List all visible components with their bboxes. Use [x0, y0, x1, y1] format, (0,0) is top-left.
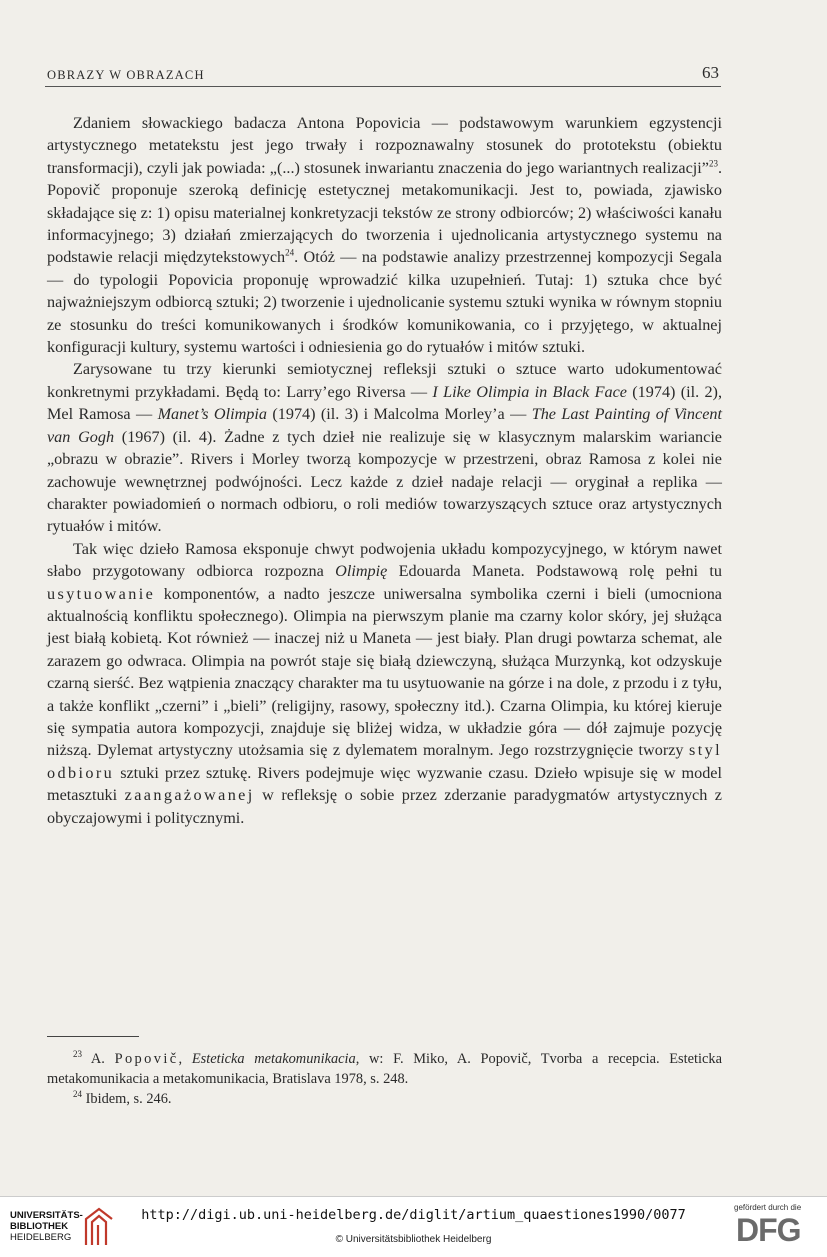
- viewer-footer: [0, 1196, 827, 1257]
- copyright-notice: © Universitätsbibliothek Heidelberg: [335, 1234, 492, 1245]
- footnote-ref: 23: [708, 158, 718, 169]
- source-url-link[interactable]: http://digi.ub.uni-heidelberg.de/diglit/artium_quaestiones1990/0077: [141, 1207, 686, 1223]
- dfg-logo[interactable]: DFG: [736, 1212, 801, 1248]
- text-run: Edouarda Maneta. Podstawową rolę pełni tu: [387, 562, 722, 581]
- paragraph: [47, 358, 722, 537]
- italic-title: The Last Painting of Vincent van Gogh: [47, 405, 722, 446]
- text-run: , w: F. Miko, A. Popovič, Tvorba a recepcia. Esteticka metakomunikacia a metakomunikacia, Bratislava 1978, s. 248.: [47, 1051, 722, 1087]
- italic-title: I Like Olimpia in Black Face: [432, 382, 627, 401]
- text-run: (1967) (il. 4). Żadne z tych dzieł nie realizuje się w klasycznym malarskim wariancie „obrazu w obrazie”. Rivers i Morley tworzą kompozycje w przestrzeni, obraz Ramosa z kolei nie zachowuje wewnętrznej podwójności. Lecz każde z dzieł nadaje relacji — oryginał a replika — charakter powiadomień o normach odbioru, o roli mediów towarzyszących sztuce oraz artystycznych rytuałów i mitów.: [47, 427, 722, 536]
- footnote-ref: 24: [285, 248, 295, 259]
- dfg-note: gefördert durch die: [734, 1203, 802, 1212]
- text-run: A.: [82, 1051, 115, 1067]
- text-run: . Otóż — na podstawie analizy przestrzennej kompozycji Segala — do typologii Popovicia proponuję wprowadzić kilka uzupełnień. Tutaj: 1) sztuka chce być najważniejszym odbiorcą sztuki; 2) tworzenie i ujednolicanie systemu sztuki wynika w równym stopniu ze stosunku do treści komunikowanych i środków komunikowania, co i przyjętego, w aktualnej konfiguracji kultury, systemu wartości i odniesienia go do rytuałów i mitów sztuki.: [47, 248, 722, 357]
- text-run: w refleksję o sobie przez zderzanie paradygmatów artystycznych z obyczajowymi i politycznymi.: [47, 786, 722, 827]
- library-name-line1: UNIVERSITÄTS-: [10, 1210, 83, 1221]
- text-run: Popovič: [114, 1051, 179, 1067]
- paragraph: [47, 112, 722, 358]
- italic-title: Esteticka metakomunikacia: [191, 1051, 356, 1067]
- text-run: sztuki przez sztukę. Rivers podejmuje więc wyzwanie czasu. Dzieło wpisuje się w model metasztuki: [47, 763, 722, 805]
- text-run: usytuowanie: [47, 584, 156, 603]
- footnote-ref: 23: [73, 1049, 82, 1060]
- footnote: [47, 1049, 722, 1089]
- text-run: styl odbioru: [47, 741, 722, 782]
- text-run: komponentów, a nadto jeszcze uniwersalna symbolika czerni i bieli (umocniona aktualnością konfliktu społecznego). Olimpia na pierwszym planie ma czarny kolor skóry, jej służąca jest białą kobietą. Kot również — inaczej niż u Maneta — jest biały. Plan drugi powtarza schemat, ale zarazem go odwraca. Olimpia na powrót staje się białą dziewczyną, służąca Murzynką, kot odzyskuje czarną sierść. Bez wątpienia znaczący charakter ma tu usytuowanie na górze i na dole, z przodu i z tyłu, a także konflikt „czerni” i „bieli” (religijny, rasowy, społeczny itd.). Czarna Olimpia, ku której kieruje się sympatia autora kompozycji, znajduje się bliżej widza, w układzie góra — dół zajmuje pozycję niższą. Dylemat artystyczny utożsamia się z dylematem moralnym. Jego rozstrzygnięcie tworzy: [47, 584, 722, 760]
- page-number: 63: [702, 63, 719, 82]
- footnote-ref: 24: [73, 1089, 82, 1100]
- text-run: ,: [178, 1051, 192, 1067]
- italic-title: Olimpię: [335, 562, 388, 581]
- text-run: Zdaniem słowackiego badacza Antona Popovicia — podstawowym warunkiem egzystencji artystycznego metatekstu jest jego trwały i rozpoznawalny stosunek do prototekstu (obiektu transformacji), czyli jak powiada: „(...) stosunek inwariantu znaczenia do jego wariantnych realizacji”: [47, 114, 722, 177]
- library-name-line3: HEIDELBERG: [10, 1232, 72, 1243]
- text-run: . Popovič proponuje szeroką definicję estetycznej metakomunikacji. Jest to, powiada, zjawisko składające się z: 1) opisu materialnej konkretyzacji tekstów ze strony odbiorców; 2) właściwości kanału informacyjnego; 3) działań zmierzających do tworzenia i ujednolicania artystycznego systemu na podstawie relacji międzytekstowych: [47, 158, 722, 267]
- text-run: Tak więc dzieło Ramosa eksponuje chwyt podwojenia układu kompozycyjnego, w którym nawet słabo przygotowany odbiorca rozpozna: [47, 539, 722, 581]
- paragraph: [47, 538, 722, 829]
- library-name-line2: BIBLIOTHEK: [10, 1221, 69, 1232]
- italic-title: Manet’s Olimpia: [157, 405, 267, 424]
- header-rule: [45, 86, 721, 87]
- text-run: zaangażowanej: [124, 786, 255, 805]
- footnote-rule: [47, 1036, 139, 1037]
- footnote: [47, 1089, 722, 1109]
- text-run: (1974) (il. 3) i Malcolma Morley’a —: [266, 405, 532, 424]
- text-run: Zarysowane tu trzy kierunki semiotycznej refleksji sztuki o sztuce warto udokumentować konkretnymi przykładami. Będą to: Larry’ego Riversa —: [47, 360, 722, 401]
- body-text: [47, 112, 722, 829]
- running-header: OBRAZY W OBRAZACH: [47, 68, 205, 82]
- text-run: Ibidem, s. 246.: [82, 1091, 172, 1107]
- footnotes: [47, 1049, 722, 1109]
- text-run: (1974) (il. 2), Mel Ramosa —: [47, 382, 722, 424]
